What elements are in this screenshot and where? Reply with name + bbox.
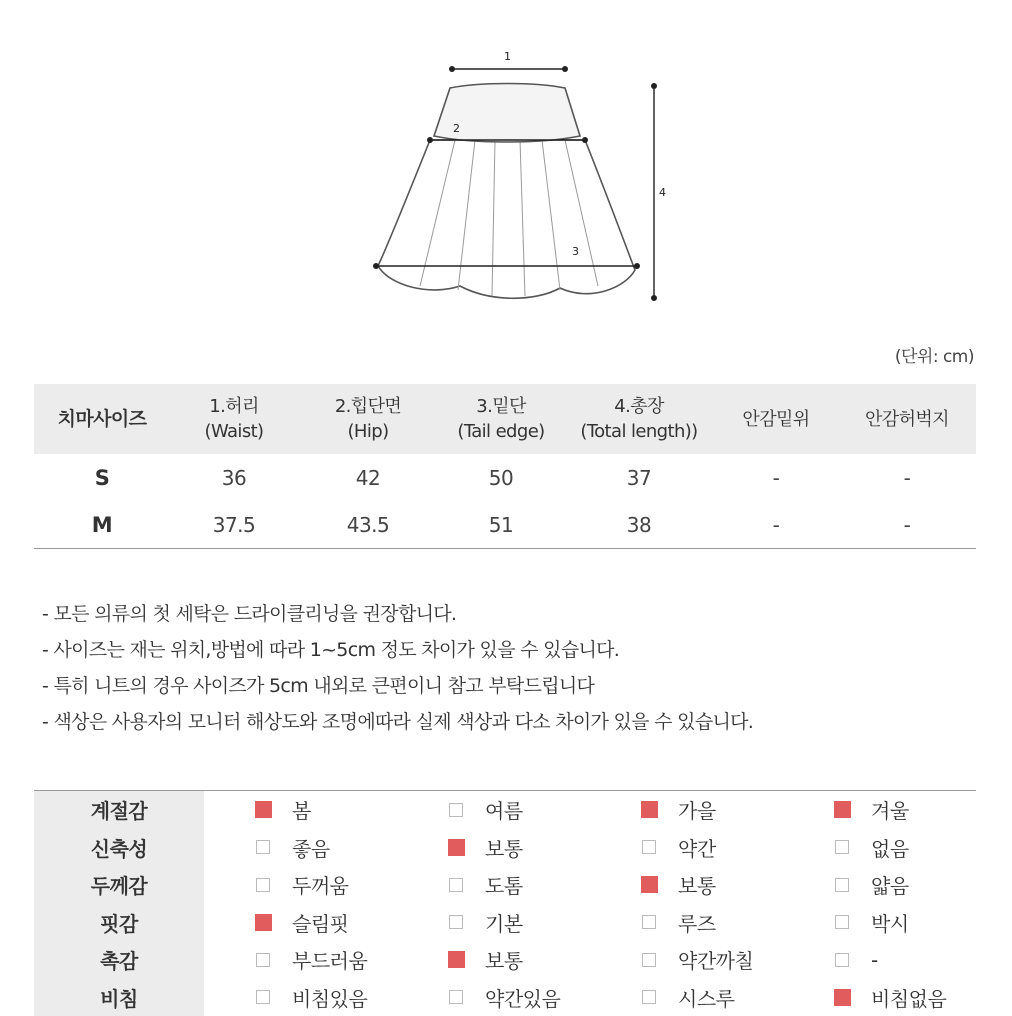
attr-option-item — [397, 945, 590, 974]
attr-option-item — [590, 833, 783, 862]
attr-option-item — [204, 945, 397, 974]
header-size: 치마사이즈 — [34, 384, 170, 454]
unchecked-box-icon — [256, 878, 270, 892]
attr-option — [397, 904, 590, 942]
attr-option-item — [204, 870, 397, 899]
attr-option-item — [590, 908, 783, 937]
cell-lining-rise: - — [714, 501, 838, 549]
cell-tail-edge: 51 — [438, 501, 564, 549]
attr-option-item — [397, 908, 590, 937]
unchecked-box-icon — [642, 840, 656, 854]
attr-option-item — [204, 833, 397, 862]
checked-box-icon — [255, 801, 272, 818]
unchecked-box-icon — [449, 990, 463, 1004]
attr-option — [783, 829, 976, 867]
cell-tail-edge: 50 — [438, 454, 564, 501]
header-hip: 2.힙단면 (Hip) — [298, 384, 438, 454]
checked-box-icon — [641, 876, 658, 893]
header-lining-rise: 안감밑위 — [714, 384, 838, 454]
attr-option — [590, 829, 783, 867]
unchecked-box-icon — [449, 803, 463, 817]
cell-lining-rise: - — [714, 454, 838, 501]
checked-box-icon — [448, 951, 465, 968]
attr-option-item — [783, 948, 976, 972]
attr-label: 두께감 — [34, 866, 204, 904]
unchecked-box-icon — [835, 915, 849, 929]
attr-option — [783, 904, 976, 942]
cell-waist: 36 — [170, 454, 298, 501]
attr-option-item — [783, 908, 976, 937]
checked-box-icon — [255, 914, 272, 931]
attr-option-label: 기본 — [485, 908, 523, 937]
attr-option — [590, 941, 783, 979]
cell-hip: 43.5 — [298, 501, 438, 549]
attr-option — [783, 791, 976, 829]
attr-option — [397, 829, 590, 867]
attr-option-label: 약간까칠 — [678, 945, 753, 974]
attr-row-stretch — [34, 829, 976, 867]
unit-note: (단위: cm) — [895, 342, 974, 367]
attr-option — [590, 979, 783, 1016]
header-tail-edge: 3.밑단 (Tail edge) — [438, 384, 564, 454]
attr-option-label: 박시 — [871, 908, 909, 937]
attr-option-label: - — [871, 948, 878, 972]
unchecked-box-icon — [642, 990, 656, 1004]
unchecked-box-icon — [835, 953, 849, 967]
attr-option — [204, 979, 397, 1016]
attr-option-item — [397, 983, 590, 1012]
attr-label: 신축성 — [34, 829, 204, 867]
attr-option-item — [397, 795, 590, 824]
attr-option-item — [783, 870, 976, 899]
attr-option — [204, 866, 397, 904]
skirt-body — [378, 140, 635, 298]
attr-option — [590, 904, 783, 942]
attr-option — [397, 791, 590, 829]
cell-waist: 37.5 — [170, 501, 298, 549]
unchecked-box-icon — [256, 953, 270, 967]
attr-option-label: 시스루 — [678, 983, 734, 1012]
attr-option-item — [397, 870, 590, 899]
unchecked-box-icon — [256, 840, 270, 854]
unchecked-box-icon — [449, 915, 463, 929]
cell-lining-thigh: - — [838, 501, 976, 549]
size-label: S — [34, 454, 170, 501]
note-line: - 색상은 사용자의 모니터 해상도와 조명에따라 실제 색상과 다소 차이가 있을 수 있습니다. — [42, 704, 753, 740]
attr-option-label: 비침있음 — [292, 983, 367, 1012]
checked-box-icon — [641, 801, 658, 818]
attr-option — [204, 791, 397, 829]
checked-box-icon — [834, 989, 851, 1006]
attr-option — [783, 979, 976, 1016]
length-measure-line — [651, 83, 657, 301]
attr-option-label: 루즈 — [678, 908, 716, 937]
attr-label: 계절감 — [34, 791, 204, 829]
size-row-m — [34, 501, 976, 549]
unchecked-box-icon — [256, 990, 270, 1004]
size-label: M — [34, 501, 170, 549]
attr-option-item — [783, 983, 976, 1012]
attr-option-label: 약간 — [678, 833, 716, 862]
attr-row-season — [34, 791, 976, 829]
checked-box-icon — [448, 839, 465, 856]
attr-option-label: 약간있음 — [485, 983, 560, 1012]
attr-option — [397, 979, 590, 1016]
size-table-header — [34, 384, 976, 454]
attr-row-thickness — [34, 866, 976, 904]
note-line: - 특히 니트의 경우 사이즈가 5cm 내외로 큰편이니 참고 부탁드립니다 — [42, 668, 753, 704]
attr-option — [397, 866, 590, 904]
marker-1: 1 — [504, 50, 511, 63]
attr-option-label: 슬림핏 — [292, 908, 348, 937]
attr-option-label: 도톰 — [485, 870, 523, 899]
unchecked-box-icon — [449, 878, 463, 892]
attr-option-item — [204, 795, 397, 824]
attr-option-label: 얇음 — [871, 870, 909, 899]
unchecked-box-icon — [835, 840, 849, 854]
attr-option — [397, 941, 590, 979]
attr-option-label: 부드러움 — [292, 945, 367, 974]
checked-box-icon — [834, 801, 851, 818]
attr-option — [204, 829, 397, 867]
attr-option — [204, 904, 397, 942]
unchecked-box-icon — [835, 878, 849, 892]
attr-option-item — [783, 795, 976, 824]
note-line: - 사이즈는 재는 위치,방법에 따라 1~5cm 정도 차이가 있을 수 있습니다. — [42, 632, 753, 668]
size-row-s — [34, 454, 976, 501]
attr-row-texture — [34, 941, 976, 979]
attr-option-item — [397, 833, 590, 862]
header-total-length: 4.총장 (Total length)) — [564, 384, 714, 454]
unchecked-box-icon — [642, 953, 656, 967]
attr-option-item — [590, 795, 783, 824]
attr-option-item — [783, 833, 976, 862]
attr-label: 촉감 — [34, 941, 204, 979]
marker-3: 3 — [572, 245, 579, 258]
cell-total-length: 37 — [564, 454, 714, 501]
care-notes — [42, 596, 753, 740]
fabric-attribute-table — [34, 790, 976, 1016]
waist-measure-line — [449, 66, 568, 72]
attr-option-label: 두꺼움 — [292, 870, 348, 899]
attr-option-item — [204, 983, 397, 1012]
attr-option-label: 봄 — [292, 795, 311, 824]
marker-4: 4 — [659, 186, 666, 199]
attr-option-label: 여름 — [485, 795, 523, 824]
attr-option-item — [590, 945, 783, 974]
attr-label: 핏감 — [34, 904, 204, 942]
cell-lining-thigh: - — [838, 454, 976, 501]
note-line: - 모든 의류의 첫 세탁은 드라이클리닝을 권장합니다. — [42, 596, 753, 632]
attr-row-sheerness — [34, 979, 976, 1016]
header-waist: 1.허리 (Waist) — [170, 384, 298, 454]
cell-hip: 42 — [298, 454, 438, 501]
attr-option — [204, 941, 397, 979]
attr-option-label: 보통 — [485, 833, 523, 862]
attr-option-label: 비침없음 — [871, 983, 946, 1012]
attr-option-label: 보통 — [485, 945, 523, 974]
attr-label: 비침 — [34, 979, 204, 1016]
attr-option — [783, 941, 976, 979]
header-lining-thigh: 안감허벅지 — [838, 384, 976, 454]
attr-option — [783, 866, 976, 904]
attr-row-fit — [34, 904, 976, 942]
attr-option-label: 없음 — [871, 833, 909, 862]
attr-option-label: 가을 — [678, 795, 716, 824]
attr-option — [590, 866, 783, 904]
attr-option-label: 겨울 — [871, 795, 909, 824]
skirt-measurement-diagram — [360, 40, 680, 310]
marker-2: 2 — [453, 122, 460, 135]
attr-option-item — [590, 870, 783, 899]
attr-option-item — [590, 983, 783, 1012]
attr-option-label: 보통 — [678, 870, 716, 899]
attr-option — [590, 791, 783, 829]
cell-total-length: 38 — [564, 501, 714, 549]
attr-option-label: 좋음 — [292, 833, 330, 862]
unchecked-box-icon — [642, 915, 656, 929]
size-table — [34, 384, 976, 549]
attr-option-item — [204, 908, 397, 937]
